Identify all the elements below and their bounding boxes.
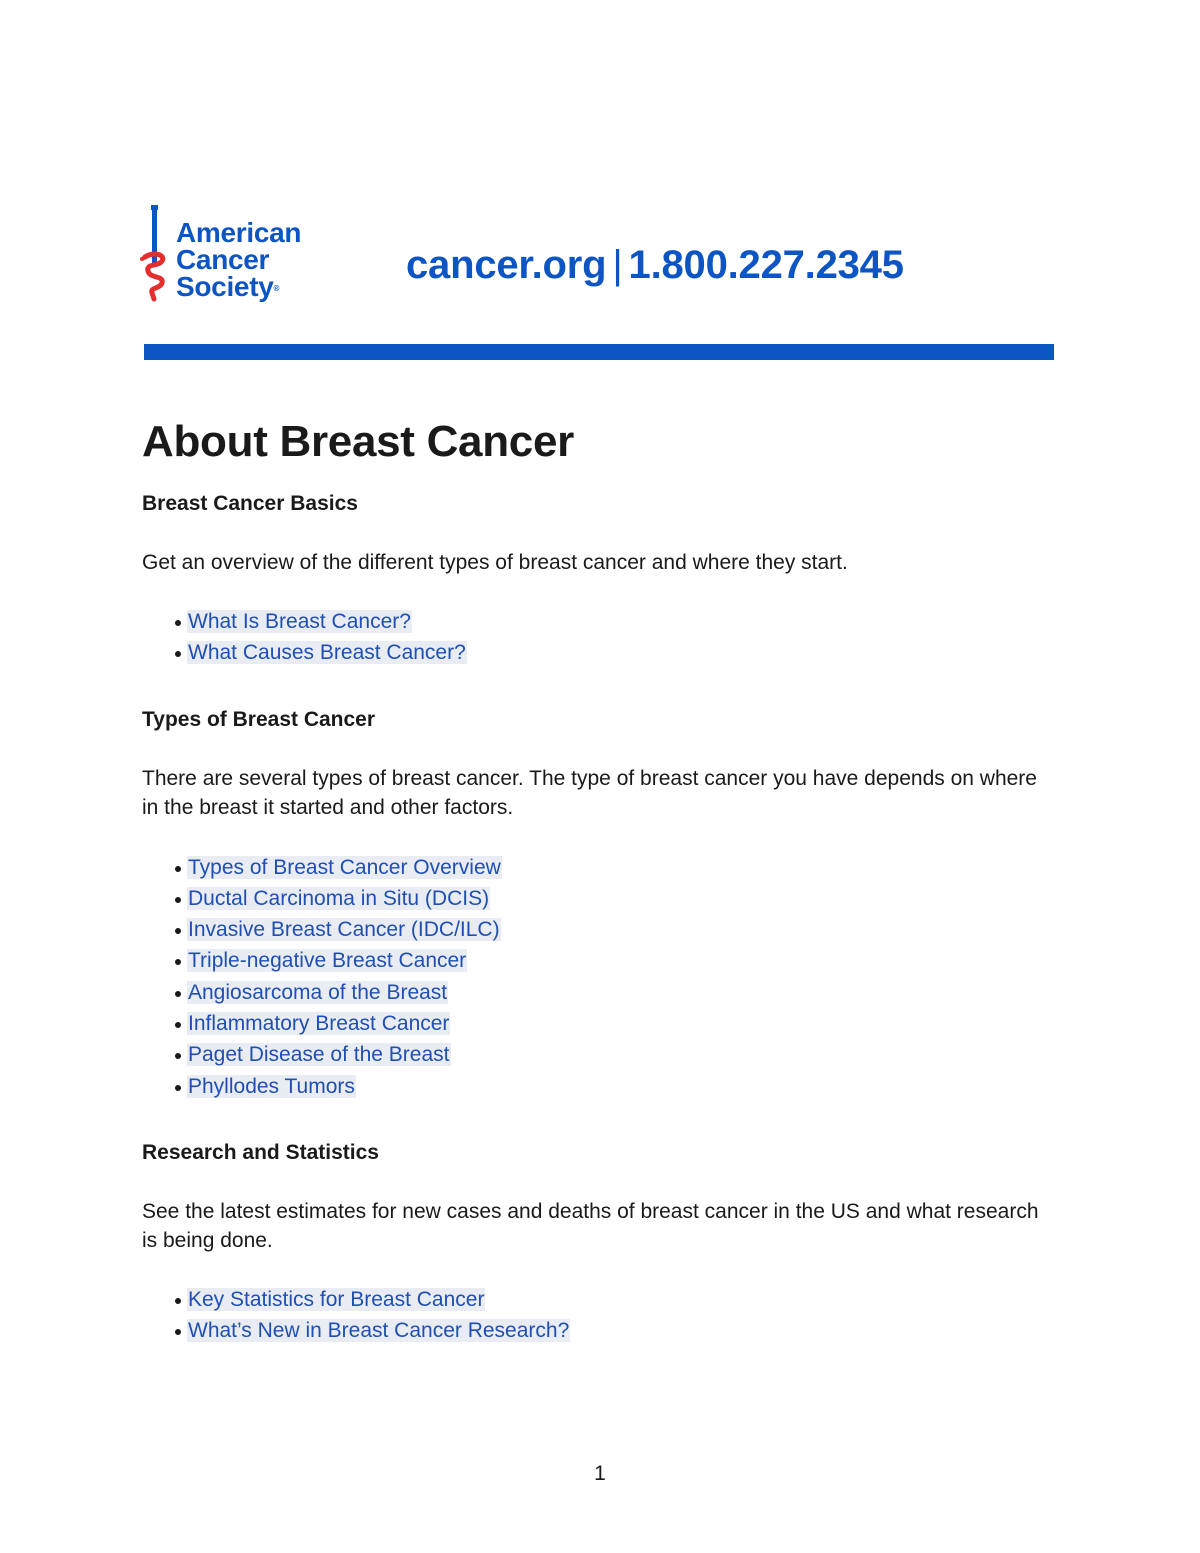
sword-and-serpent-icon: [140, 205, 172, 310]
link-invasive-breast-cancer[interactable]: Invasive Breast Cancer (IDC/ILC): [188, 918, 500, 942]
list-item: [142, 1039, 1057, 1070]
list-item: [142, 637, 1057, 668]
link-phyllodes-tumors[interactable]: Phyllodes Tumors: [188, 1074, 355, 1098]
page-header: [140, 205, 1055, 315]
list-item: [142, 1071, 1057, 1102]
link-list: [142, 852, 1057, 1102]
contact-separator: |: [612, 243, 623, 287]
link-dcis[interactable]: Ductal Carcinoma in Situ (DCIS): [188, 886, 490, 910]
link-what-is-breast-cancer[interactable]: What Is Breast Cancer?: [188, 610, 411, 633]
section-description: There are several types of breast cancer. The type of breast cancer you have depends on where in the breast it started and other factors.: [142, 766, 1037, 819]
section-heading: Types of Breast Cancer: [142, 707, 376, 731]
link-inflammatory[interactable]: Inflammatory Breast Cancer: [188, 1012, 450, 1036]
section-types-of-breast-cancer: [142, 706, 1057, 1102]
section-heading: Research and Statistics: [142, 1140, 379, 1164]
link-what-causes-breast-cancer[interactable]: What Causes Breast Cancer?: [188, 641, 466, 665]
link-list: [142, 1284, 1057, 1347]
list-item: [142, 1315, 1057, 1346]
header-divider: [144, 344, 1054, 360]
logo-line-american: American: [176, 217, 302, 248]
link-types-overview[interactable]: Types of Breast Cancer Overview: [188, 855, 501, 879]
registered-mark: ®: [273, 284, 280, 293]
link-triple-negative[interactable]: Triple-negative Breast Cancer: [188, 949, 467, 973]
main-content: [142, 412, 1057, 1347]
list-item: [142, 1008, 1057, 1039]
section-heading: Breast Cancer Basics: [142, 492, 358, 515]
section-research-and-statistics: [142, 1139, 1057, 1347]
section-description: See the latest estimates for new cases and deaths of breast cancer in the US and what research is being done.: [142, 1199, 1039, 1252]
list-item: [142, 852, 1057, 883]
page-number: 1: [594, 1462, 606, 1485]
contact-line: [406, 243, 904, 288]
link-angiosarcoma[interactable]: Angiosarcoma of the Breast: [188, 980, 448, 1004]
list-item: [142, 883, 1057, 914]
list-item: [142, 945, 1057, 976]
link-whats-new-research[interactable]: What’s New in Breast Cancer Research?: [188, 1319, 570, 1343]
phone-number[interactable]: 1.800.227.2345: [628, 243, 904, 287]
list-item: [142, 606, 1057, 637]
page-title: About Breast Cancer: [142, 417, 574, 466]
link-paget-disease[interactable]: Paget Disease of the Breast: [188, 1043, 450, 1067]
section-breast-cancer-basics: [142, 490, 1057, 669]
section-description: Get an overview of the different types of breast cancer and where they start.: [142, 551, 848, 574]
list-item: [142, 914, 1057, 945]
link-list: [142, 606, 1057, 669]
logo-wordmark: [176, 219, 301, 300]
website-link[interactable]: cancer.org: [406, 243, 607, 287]
list-item: [142, 977, 1057, 1008]
list-item: [142, 1284, 1057, 1315]
logo-line-cancer: Cancer: [176, 244, 270, 275]
link-key-statistics[interactable]: Key Statistics for Breast Cancer: [188, 1287, 485, 1311]
american-cancer-society-logo[interactable]: [140, 205, 330, 310]
logo-line-society: Society®: [176, 271, 280, 302]
